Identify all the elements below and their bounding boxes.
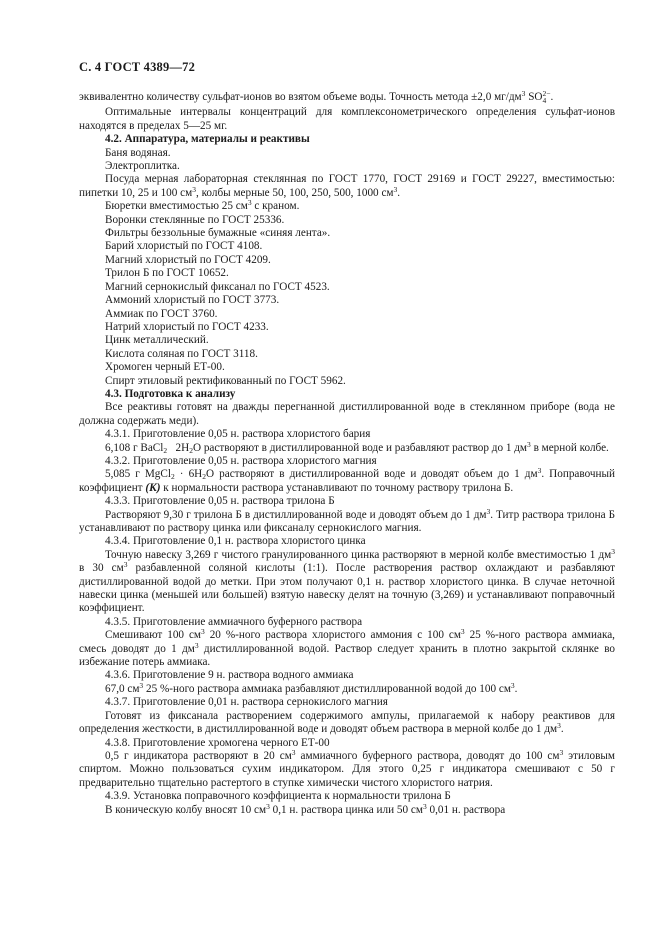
- page-header: С. 4 ГОСТ 4389—72: [79, 60, 196, 74]
- paragraph: 6,108 г BaCl$_2$ $2H_2O$ растворяют в дистиллированной воде и разбавляют раствор до 1 $дм^3$ в мерной колбе.: [105, 439, 609, 455]
- list-item: Воронки стеклянные по ГОСТ 25336.: [105, 213, 285, 226]
- subsection-heading: 4.3.8. Приготовление хромогена черного ЕТ-00: [105, 736, 330, 749]
- list-item: Барий хлористый по ГОСТ 4108.: [105, 240, 263, 253]
- list-item: Магний хлористый по ГОСТ 4209.: [105, 253, 271, 266]
- subsection-heading: 4.3.1. Приготовление 0,05 н. раствора хлористого бария: [105, 428, 371, 441]
- document-body: [79, 90, 615, 817]
- subsection-heading: 4.3.2. Приготовление 0,05 н. раствора хлористого магния: [105, 454, 377, 467]
- paragraph: Смешивают 100 $см^3$ 20 %-ного раствора хлористого аммония с 100 $см^3$ 25 %-ного раствора аммиака, смесь доводят до 1 $дм^3$ дистиллированной водой. Раствор следует хранить в плотно закрытой склянке во избежание потерь аммиака.: [79, 627, 615, 669]
- list-item: Трилон Б по ГОСТ 10652.: [105, 267, 229, 280]
- paragraph: 0,5 г индикатора растворяют в 20 $см^3$ аммиачного буферного раствора, доводят до 100 $см^3$ этиловым спиртом. Можно пользоваться сухим индикатором. Для этого 0,25 г индикатора смешивают с 50 г предварительно тщательно растертого в ступке химически чистого хлористого натрия.: [79, 747, 615, 789]
- paragraph: Оптимальные интервалы концентраций для комплексонометрического определения сульфат-ионов находятся в пределах 5—25 мг.: [79, 106, 615, 132]
- subsection-heading: 4.3.3. Приготовление 0,05 н. раствора трилона Б: [105, 495, 335, 508]
- list-item: Баня водяная.: [105, 146, 171, 159]
- subsection-heading: 4.3.5. Приготовление аммиачного буферного раствора: [105, 615, 363, 628]
- paragraph: Все реактивы готовят на дважды перегнанной дистиллированной воде в стеклянном приборе (вода не должна содержать меди).: [79, 401, 615, 427]
- list-item: Спирт этиловый ректификованный по ГОСТ 5962.: [105, 374, 346, 387]
- paragraph: 67,0 $см^3$ 25 %-ного раствора аммиака разбавляют дистиллированной водой до 100 $см^3$.: [105, 680, 518, 695]
- list-item: Аммиак по ГОСТ 3760.: [105, 307, 218, 320]
- paragraph: В коническую колбу вносят 10 $см^3$ 0,1 н. раствора цинка или 50 $см^3$ 0,01 н. раствора: [105, 801, 506, 816]
- paragraph: Растворяют 9,30 г трилона Б в дистиллированной воде и доводят объем до 1 $дм^3$. Титр раствора трилона Б устанавливают по раствору цинка или фиксаналу сернокислого магния.: [79, 506, 615, 534]
- paragraph: Готовят из фиксанала растворением содержимого ампулы, прилагаемой к набору реактивов для определения жесткости, в дистиллированной воде и доводят объем раствора в мерной колбе до 1 $дм^3$.: [79, 709, 615, 736]
- section-heading: 4.2. Аппаратура, материалы и реактивы: [105, 133, 310, 146]
- subsection-heading: 4.3.7. Приготовление 0,01 н. раствора сернокислого магния: [105, 696, 388, 709]
- paragraph: 5,085 г MgCl$_2$ · $6H_2O$ растворяют в дистиллированной воде и доводят объем до 1 $дм^3$. Поправочный коэффициент (К) к нормальности раствора устанавливают по точному раствору трилона Б.: [79, 466, 616, 494]
- paragraph: Точную навеску 3,269 г чистого гранулированного цинка растворяют в мерной колбе вместимостью 1 $дм^3$ в 30 $см^3$ разбавленной соляной кислоты (1:1). После растворения раствор охлаждают и разбавляют дистиллированной водой до метки. При этом получают 0,1 н. раствор хлористого цинка. В случае неточной навески цинка (меньшей или большей) взятую навеску делят на точную (3,269) и устанавливают поправочный коэффициент.: [79, 546, 615, 615]
- list-item: Кислота соляная по ГОСТ 3118.: [105, 347, 258, 360]
- list-item: Фильтры беззольные бумажные «синяя лента».: [105, 227, 331, 240]
- list-item: Магний сернокислый фиксанал по ГОСТ 4523.: [105, 280, 330, 293]
- subsection-heading: 4.3.4. Приготовление 0,1 н. раствора хлористого цинка: [105, 535, 366, 548]
- list-item: Натрий хлористый по ГОСТ 4233.: [105, 320, 269, 333]
- list-item: Аммоний хлористый по ГОСТ 3773.: [105, 294, 280, 307]
- list-item: Бюретки вместимостью 25 $см^3$ с краном.: [105, 198, 300, 213]
- paragraph: эквивалентно количеству сульфат-ионов во взятом объеме воды. Точность метода ±2,0 $мг/дм^3$ SO 2− 4 .: [79, 89, 554, 105]
- list-item: Хромоген черный ЕТ-00.: [105, 361, 225, 374]
- section-heading: 4.3. Подготовка к анализу: [105, 387, 236, 400]
- subsection-heading: 4.3.6. Приготовление 9 н. раствора водного аммиака: [105, 669, 354, 682]
- list-item: Электроплитка.: [105, 160, 180, 173]
- list-item: Посуда мерная лабораторная стеклянная по ГОСТ 1770, ГОСТ 29169 и ГОСТ 29227, вместимостью: пипетки 10, 25 и 100 $см^3$, колбы мерные 50, 100, 250, 500, 1000 $см^3$.: [79, 173, 615, 199]
- list-item: Цинк металлический.: [105, 334, 209, 347]
- subsection-heading: 4.3.9. Установка поправочного коэффициента к нормальности трилона Б: [105, 790, 451, 803]
